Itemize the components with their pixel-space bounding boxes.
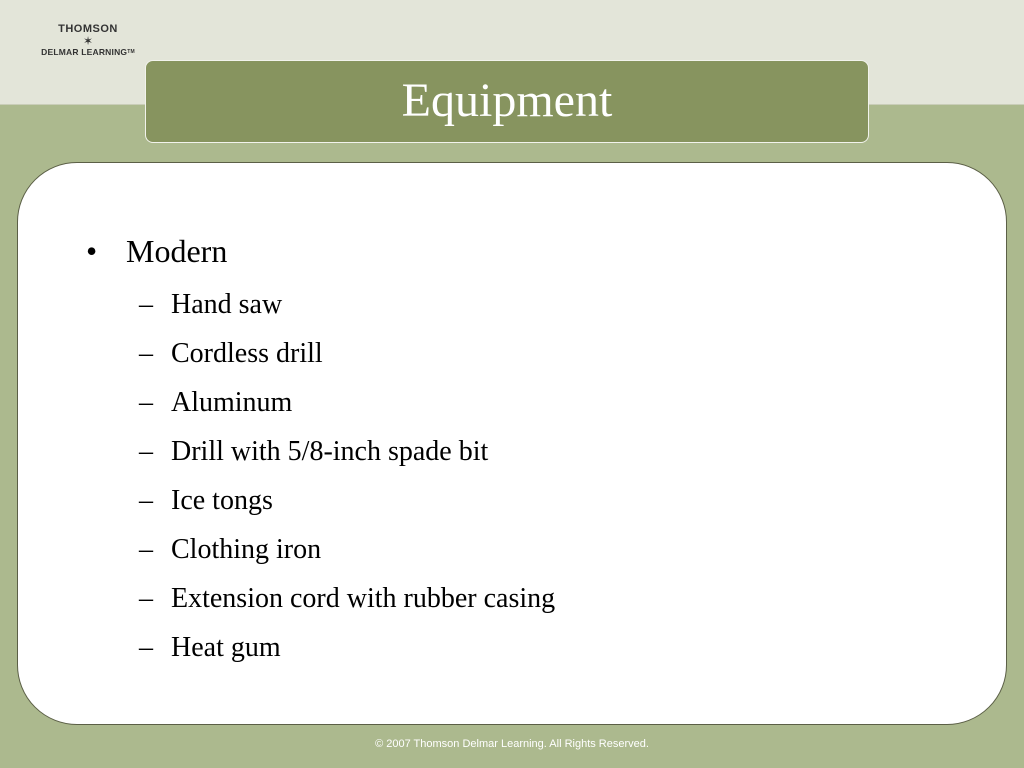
- sub-item-text: Heat gum: [171, 632, 281, 663]
- main-bullet-text: Modern: [126, 233, 228, 269]
- slide-title: Equipment: [401, 74, 613, 127]
- dash-icon: –: [139, 387, 153, 418]
- title-box: [145, 60, 869, 143]
- bullet-dot-icon: •: [86, 233, 98, 269]
- logo-line2: DELMAR LEARNING: [41, 47, 128, 57]
- logo-line2-wrap: [26, 46, 150, 58]
- dash-icon: –: [139, 583, 153, 614]
- sub-item-text: Drill with 5/8-inch spade bit: [171, 436, 489, 467]
- sub-item-text: Ice tongs: [171, 485, 273, 516]
- sub-item-text: Cordless drill: [171, 338, 323, 369]
- sub-item-text: Hand saw: [171, 289, 283, 320]
- content-panel: [17, 162, 1007, 725]
- thomson-delmar-logo: [26, 22, 150, 58]
- sub-item-text: Clothing iron: [171, 534, 322, 565]
- dash-icon: –: [139, 485, 153, 516]
- dash-icon: –: [139, 534, 153, 565]
- copyright-footer: © 2007 Thomson Delmar Learning. All Rights Reserved.: [375, 738, 649, 750]
- sub-item-text: Extension cord with rubber casing: [171, 583, 556, 614]
- dash-icon: –: [139, 338, 153, 369]
- logo-line1: THOMSON: [58, 23, 118, 35]
- star-icon: ✶: [82, 34, 94, 48]
- trademark-mark: TM: [127, 49, 135, 55]
- dash-icon: –: [139, 632, 153, 663]
- dash-icon: –: [139, 436, 153, 467]
- sub-item-text: Aluminum: [171, 387, 293, 418]
- dash-icon: –: [139, 289, 153, 320]
